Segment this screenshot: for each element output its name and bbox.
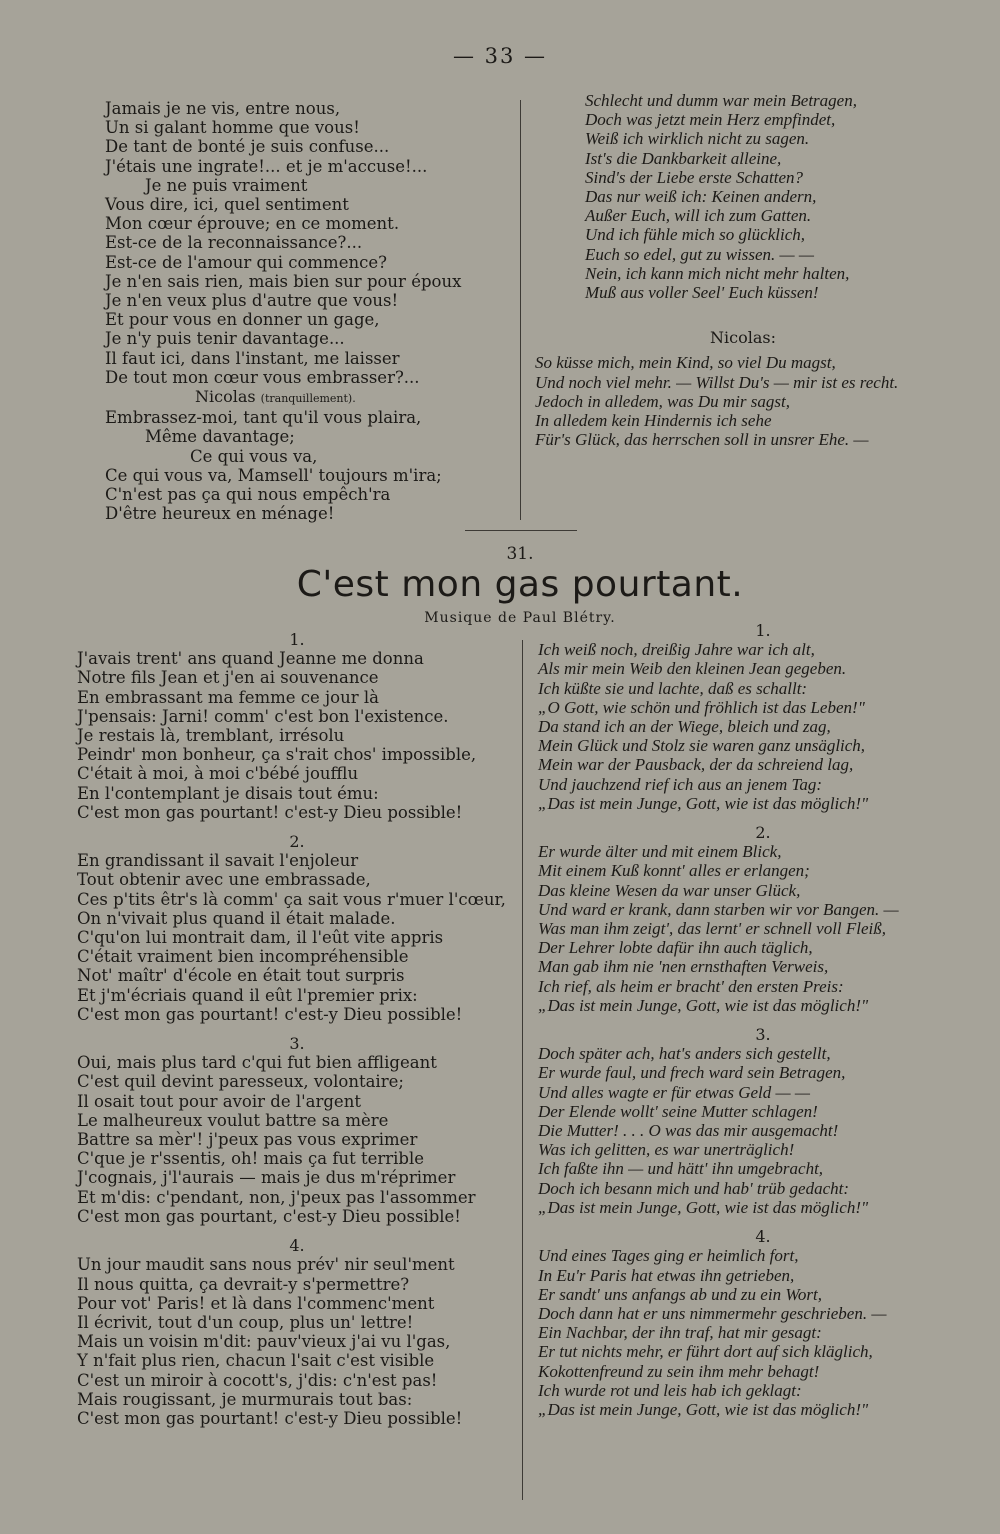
- page-number: — 33 —: [452, 44, 548, 68]
- verse-line: Notre fils Jean et j'en ai souvenance: [77, 668, 379, 688]
- verse-line: Und eines Tages ging er heimlich fort,: [538, 1246, 799, 1266]
- verse-line: C'est mon gas pourtant! c'est-y Dieu possible!: [77, 1004, 463, 1024]
- verse-line: Jedoch in alledem, was Du mir sagst,: [535, 391, 790, 411]
- speaker-line: [105, 387, 461, 408]
- verse-line: Un si galant homme que vous!: [105, 118, 360, 138]
- verse-line: C'était à moi, à moi c'bébé joufflu: [77, 764, 359, 784]
- verse-line: Doch was jetzt mein Herz empfindet,: [585, 110, 836, 130]
- verse-line: Il faut ici, dans l'instant, me laisser: [105, 348, 400, 368]
- verse-line: Mein Glück und Stolz sie waren ganz unsäglich,: [538, 736, 866, 756]
- verse-line: Doch später ach, hat's anders sich gestellt,: [538, 1044, 831, 1064]
- verse-line: En grandissant il savait l'enjoleur: [77, 851, 359, 871]
- verse-line: Kokottenfreund zu sein ihm mehr behagt!: [538, 1361, 820, 1381]
- verse-line: Sind's der Liebe erste Schatten?: [585, 167, 803, 187]
- verse-line: Je n'en veux plus d'autre que vous!: [105, 291, 399, 311]
- verse-number: 3.: [289, 1034, 305, 1054]
- german-speaker: Nicolas:: [710, 328, 776, 348]
- song-number: 31.: [506, 544, 534, 564]
- verse-line: De tout mon cœur vous embrasser?...: [105, 367, 420, 387]
- verse-line: Et pour vous en donner un gage,: [105, 310, 380, 330]
- verse-line: Ist's die Dankbarkeit alleine,: [585, 148, 782, 168]
- verse-number: 2.: [289, 832, 305, 852]
- german-reply-lines: [535, 353, 898, 449]
- verse-line: Euch so edel, gut zu wissen. — —: [585, 244, 815, 264]
- verse-line: Ich wurde rot und leis hab ich geklagt:: [538, 1380, 802, 1400]
- verse-line: Mon cœur éprouve; en ce moment.: [105, 214, 400, 234]
- verse-line: Man gab ihm nie 'nen ernsthaften Verweis,: [538, 957, 829, 977]
- verse-line: Was ich gelitten, es war unerträglich!: [538, 1140, 795, 1160]
- verse-line: De tant de bonté je suis confuse...: [105, 137, 390, 157]
- column-divider-bottom: [522, 640, 523, 1500]
- top-left-column: [105, 99, 461, 523]
- verse-line: Peindr' mon bonheur, ça s'rait chos' impossible,: [77, 745, 477, 765]
- verse-line: Für's Glück, das herrschen soll in unsrer Ehe. —: [535, 430, 869, 450]
- french-dialogue-lines: [105, 99, 461, 387]
- verse-line: Als mir mein Weib den kleinen Jean gegeben.: [538, 659, 847, 679]
- verse-line: Je restais là, tremblant, irrésolu: [77, 726, 345, 746]
- verse-line: Ich rief, als heim er bracht' den ersten Preis:: [538, 976, 844, 996]
- verse-line: Der Lehrer lobte dafür ihn auch täglich,: [538, 938, 813, 958]
- verse-line: Doch dann hat er uns nimmermehr geschrieben. —: [538, 1303, 887, 1323]
- verse-line: „Das ist mein Junge, Gott, wie ist das möglich!": [538, 793, 869, 813]
- verse-number: 4.: [755, 1227, 771, 1247]
- verse-line: In alledem kein Hindernis ich sehe: [535, 411, 772, 431]
- verse-line: C'est quil devint paresseux, volontaire;: [77, 1072, 404, 1092]
- verse-line: Und ward er krank, dann starben wir vor Bangen. —: [538, 899, 899, 919]
- verse-line: In Eu'r Paris hat etwas ihn getrieben,: [538, 1265, 795, 1285]
- verse-line: J'étais une ingrate!... et je m'accuse!...: [105, 156, 428, 176]
- verse-line: Ces p'tits êtr's là comm' ça sait vous r'muer l'cœur,: [77, 889, 506, 909]
- verse-line: C'est mon gas pourtant, c'est-y Dieu possible!: [77, 1206, 461, 1226]
- music-credit: Musique de Paul Blétry.: [424, 610, 616, 626]
- verse-line: Ein Nachbar, der ihn traf, hat mir gesagt:: [538, 1323, 822, 1343]
- verse-line: Er sandt' uns anfangs ab und zu ein Wort,: [538, 1284, 823, 1304]
- verse-line: Vous dire, ici, quel sentiment: [105, 195, 349, 215]
- verse-line: J'avais trent' ans quand Jeanne me donna: [77, 649, 424, 669]
- verse-line: Schlecht und dumm war mein Betragen,: [585, 91, 857, 110]
- verse-line: C'n'est pas ça qui nous empêch'ra: [105, 485, 391, 505]
- german-dialogue-lines: [585, 91, 898, 302]
- verse-line: Ich faßte ihn — und hätt' ihn umgebracht,: [538, 1159, 824, 1179]
- verse-line: J'pensais: Jarni! comm' c'est bon l'existence.: [77, 706, 449, 726]
- verse-number: 2.: [755, 823, 771, 843]
- verse-line: Est-ce de l'amour qui commence?: [105, 252, 387, 272]
- verse-line: Was man ihm zeigt', das lernt' er schnell voll Fleiß,: [538, 919, 887, 939]
- verse-line: Mein war der Pausback, der da schreiend lag,: [538, 755, 854, 775]
- verse-line: „Das ist mein Junge, Gott, wie ist das möglich!": [538, 1399, 869, 1419]
- verse-line: „Das ist mein Junge, Gott, wie ist das möglich!": [538, 1197, 869, 1217]
- verse-line: Un jour maudit sans nous prév' nir seul'ment: [77, 1255, 455, 1275]
- verse-line: Er wurde älter und mit einem Blick,: [538, 842, 782, 862]
- verse-line: Battre sa mèr'! j'peux pas vous exprimer: [77, 1130, 418, 1150]
- verse-line: D'être heureux en ménage!: [105, 504, 335, 524]
- section-rule: [465, 530, 577, 531]
- verse-line: Mais un voisin m'dit: pauv'vieux j'ai vu l'gas,: [77, 1332, 451, 1352]
- verse-line: Außer Euch, will ich zum Gatten.: [585, 206, 812, 226]
- verse-line: C'que je r'ssentis, oh! mais ça fut terrible: [77, 1149, 424, 1169]
- verse-line: C'est mon gas pourtant! c'est-y Dieu possible!: [77, 802, 463, 822]
- verse-line: Der Elende wollt' seine Mutter schlagen!: [538, 1101, 818, 1121]
- verse-line: Ce qui vous va, Mamsell' toujours m'ira;: [105, 465, 442, 485]
- verse-line: Y n'fait plus rien, chacun l'sait c'est visible: [77, 1351, 435, 1371]
- verse-line: Le malheureux voulut battre sa mère: [77, 1110, 389, 1130]
- verse-number: 1.: [289, 630, 305, 649]
- verse-line: Je n'en sais rien, mais bien sur pour époux: [105, 271, 462, 291]
- verse-line: Und jauchzend rief ich aus an jenem Tag:: [538, 774, 823, 794]
- verse-line: Mit einem Kuß konnt' alles er erlangen;: [538, 861, 810, 881]
- verse-line: Doch ich besann mich und hab' trüb gedacht:: [538, 1178, 849, 1198]
- verse-line: Er wurde faul, und frech ward sein Betragen,: [538, 1063, 846, 1083]
- verse-line: „O Gott, wie schön und fröhlich ist das Leben!": [538, 697, 865, 717]
- verse-line: Pour vot' Paris! et là dans l'commenc'ment: [77, 1293, 435, 1313]
- verse-line: Mais rougissant, je murmurais tout bas:: [77, 1389, 413, 1409]
- verse-line: Und ich fühle mich so glücklich,: [585, 225, 806, 245]
- verse-number: 4.: [289, 1236, 305, 1256]
- french-verses: [77, 630, 517, 1428]
- verse-line: Il écrivit, tout d'un coup, plus un' lettre!: [77, 1312, 414, 1332]
- verse-line: Nein, ich kann mich nicht mehr halten,: [585, 263, 850, 283]
- song-title: C'est mon gas pourtant.: [296, 564, 744, 605]
- verse-line: Da stand ich an der Wiege, bleich und zag,: [538, 717, 831, 737]
- verse-line: Und alles wagte er für etwas Geld — —: [538, 1082, 810, 1102]
- verse-line: Jamais je ne vis, entre nous,: [105, 99, 341, 118]
- verse-number: 1.: [755, 621, 771, 640]
- verse-line: Embrassez-moi, tant qu'il vous plaira,: [105, 408, 422, 428]
- verse-line: C'était vraiment bien incompréhensible: [77, 947, 409, 967]
- verse-line: C'est un miroir à cocott's, j'dis: c'n'est pas!: [77, 1370, 438, 1390]
- verse-line: En embrassant ma femme ce jour là: [77, 687, 379, 707]
- verse-line: Tout obtenir avec une embrassade,: [77, 870, 371, 890]
- verse-line: Ce qui vous va,: [190, 446, 318, 466]
- speaker-name: Nicolas: [195, 387, 256, 407]
- verse-line: Il nous quitta, ça devrait-y s'permettre?: [77, 1274, 410, 1294]
- verse-line: Et m'dis: c'pendant, non, j'peux pas l'assommer: [77, 1187, 476, 1207]
- verse-line: C'qu'on lui montrait dam, il l'eût vite appris: [77, 928, 444, 948]
- verse-line: On n'vivait plus quand il était malade.: [77, 908, 396, 928]
- verse-line: Das kleine Wesen da war unser Glück,: [538, 880, 801, 900]
- verse-line: Weiß ich wirklich nicht zu sagen.: [585, 129, 810, 149]
- verse-line: Oui, mais plus tard c'qui fut bien affligeant: [77, 1053, 437, 1073]
- verse-line: Muß aus voller Seel' Euch küssen!: [585, 283, 819, 303]
- verse-line: Est-ce de la reconnaissance?...: [105, 233, 363, 253]
- verse-line: Not' maîtr' d'école en était tout surpris: [77, 966, 405, 986]
- speaker-direction: (tranquillement).: [260, 392, 356, 406]
- german-verses: [538, 621, 988, 1419]
- verse-line: Ich küßte sie und lachte, daß es schallt:: [538, 678, 808, 698]
- top-right-column: [535, 91, 899, 450]
- verse-line: Und noch viel mehr. — Willst Du's — mir ist es recht.: [535, 372, 899, 392]
- verse-line: Il osait tout pour avoir de l'argent: [77, 1091, 361, 1111]
- verse-line: J'cognais, j'l'aurais — mais je dus m'réprimer: [77, 1168, 456, 1188]
- verse-line: Et j'm'écriais quand il eût l'premier prix:: [77, 985, 418, 1005]
- verse-line: Er tut nichts mehr, er führt dort auf sich kläglich,: [538, 1342, 873, 1362]
- verse-line: So küsse mich, mein Kind, so viel Du magst,: [535, 353, 836, 373]
- verse-line: Das nur weiß ich: Keinen andern,: [585, 187, 817, 207]
- verse-line: Même davantage;: [145, 427, 295, 447]
- verse-number: 3.: [755, 1025, 771, 1045]
- verse-line: En l'contemplant je disais tout ému:: [77, 783, 379, 803]
- verse-line: Je ne puis vraiment: [145, 175, 308, 195]
- column-divider-top: [520, 100, 521, 520]
- french-reply-lines: [105, 408, 461, 523]
- verse-line: Ich weiß noch, dreißig Jahre war ich alt,: [538, 640, 815, 660]
- verse-line: „Das ist mein Junge, Gott, wie ist das möglich!": [538, 995, 869, 1015]
- verse-line: Die Mutter! . . . O was das mir ausgemacht!: [538, 1121, 839, 1141]
- verse-line: Je n'y puis tenir davantage...: [105, 329, 345, 349]
- verse-line: C'est mon gas pourtant! c'est-y Dieu possible!: [77, 1408, 463, 1428]
